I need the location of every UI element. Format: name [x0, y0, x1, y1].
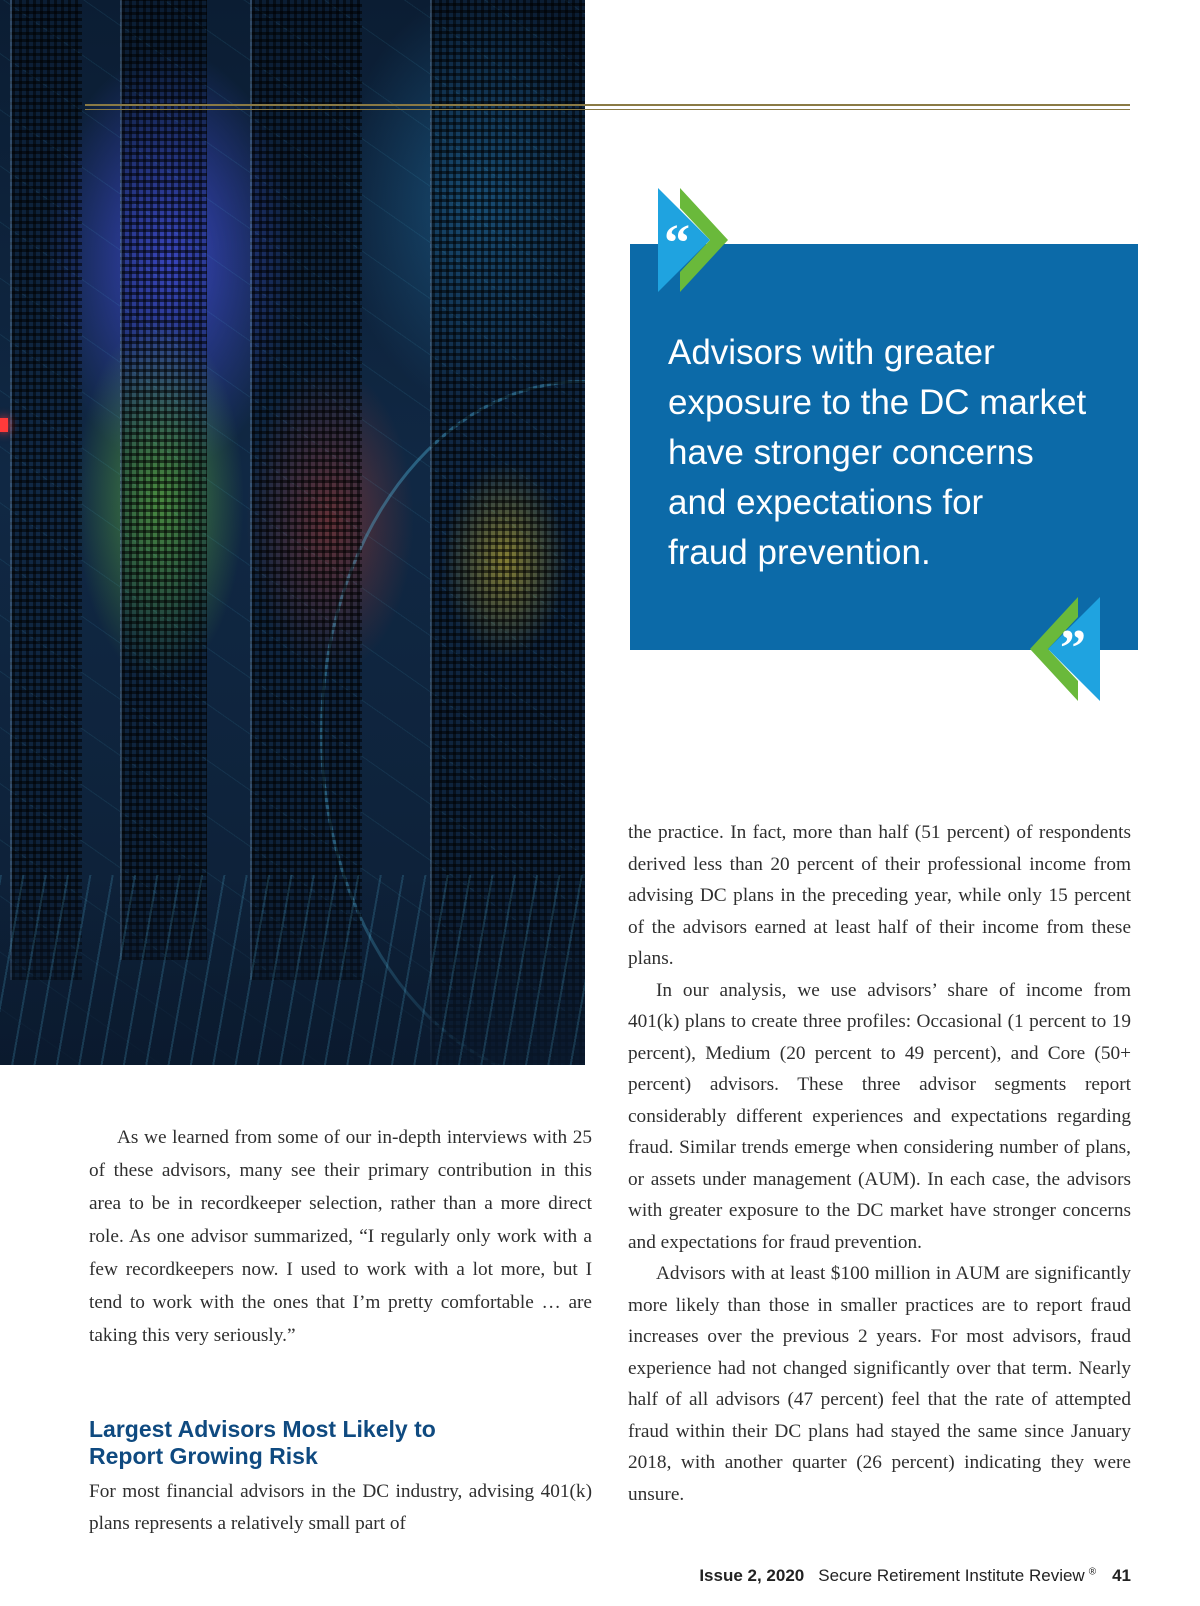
hero-image — [0, 0, 585, 1065]
close-quote-icon — [1030, 597, 1100, 701]
open-quote-icon — [658, 188, 728, 292]
pull-quote-line: fraud prevention. — [668, 533, 931, 572]
body-paragraph: Advisors with at least $100 million in AUM are significantly more likely than those in smaller practices are to report fraud increases over the previous 2 years. For most advisors, fraud experience had not changed significantly over that term. Nearly half of all advisors (47 percent) feel that the rate of attempted fraud within their DC plans had stayed the same since January 2018, with another quarter (26 percent) indicating they were unsure. — [628, 1263, 1131, 1505]
left-column-continued — [89, 1476, 592, 1539]
header-rule-thin — [85, 109, 1130, 110]
pull-quote-line: Advisors with greater — [668, 333, 995, 372]
page-footer — [699, 1566, 1131, 1586]
pull-quote-line: exposure to the DC market — [668, 383, 1087, 422]
floor-grating — [0, 875, 585, 1065]
pull-quote-line: and expectations for — [668, 483, 984, 522]
section-heading — [89, 1416, 592, 1470]
section-heading-line: Report Growing Risk — [89, 1443, 318, 1469]
footer-journal-title: Secure Retirement Institute Review — [818, 1566, 1085, 1585]
body-paragraph: As we learned from some of our in-depth interviews with 25 of these advisors, many see their primary contribution in this area to be in recordkeeper selection, rather than a more direct role. As one advisor summarized, “I regularly only work with a few recordkeepers now. I used to work with a lot more, but I tend to work with the ones that I’m pretty comfortable … are taking this very seriously.” — [89, 1127, 592, 1346]
right-column — [628, 817, 1131, 1510]
left-column — [89, 1121, 592, 1352]
server-rack — [10, 0, 82, 980]
server-rack — [250, 0, 362, 980]
body-paragraph: In our analysis, we use advisors’ share of income from 401(k) plans to create three profiles: Occasional (1 percent to 19 percent), Medium (20 percent to 49 percent), and Core (50+ percent) advisors. These three advisor segments report considerably different experiences and expectations regarding fraud. Similar trends emerge when considering number of plans, or assets under management (AUM). In each case, the advisors with greater exposure to the DC market have stronger concerns and expectations for fraud prevention. — [628, 979, 1131, 1253]
close-quote-glyph: ” — [1060, 620, 1086, 677]
status-led — [0, 418, 8, 432]
server-rack — [120, 0, 207, 960]
header-rule — [85, 104, 1130, 106]
section-heading-line: Largest Advisors Most Likely to — [89, 1416, 436, 1442]
registered-mark: ® — [1088, 1566, 1097, 1578]
pull-quote-text — [668, 328, 1108, 578]
open-quote-glyph: “ — [664, 215, 690, 272]
pull-quote-line: have stronger concerns — [668, 433, 1034, 472]
footer-issue: Issue 2, 2020 — [699, 1566, 805, 1585]
body-paragraph: For most financial advisors in the DC industry, advising 401(k) plans represents a relatively small part of — [89, 1481, 592, 1534]
body-paragraph: the practice. In fact, more than half (51 percent) of respondents derived less than 20 percent of their professional income from advising DC plans in the preceding year, while only 15 percent of the advisors earned at least half of their income from these plans. — [628, 822, 1131, 969]
page-number: 41 — [1112, 1566, 1131, 1585]
